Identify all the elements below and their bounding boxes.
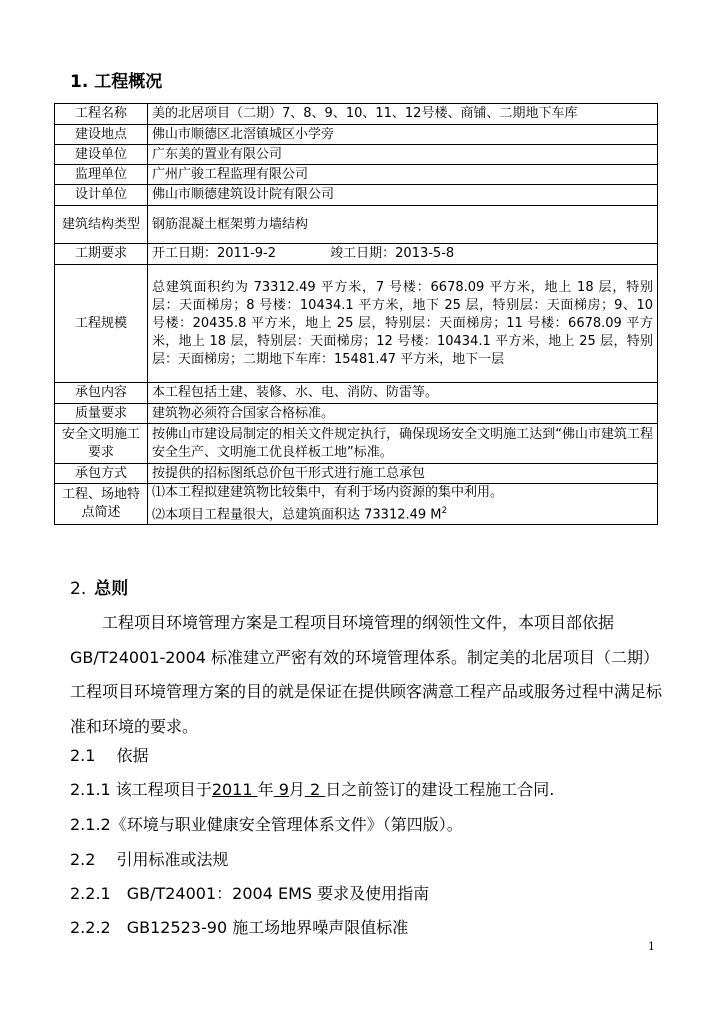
table-value: 广东美的置业有限公司	[148, 145, 658, 165]
table-key: 工期要求	[55, 244, 148, 265]
item-2-1-2: 2.1.2《环境与职业健康安全管理体系文件》（第四版）。	[70, 815, 463, 834]
table-value: 钢筋混凝土框架剪力墙结构	[148, 206, 658, 244]
table-row	[55, 206, 658, 244]
table-row	[55, 125, 658, 145]
table-key: 建设地点	[55, 125, 148, 145]
table-row	[55, 383, 658, 404]
table-value: 佛山市顺德区北滘镇城区小学旁	[148, 125, 658, 145]
table-row	[55, 265, 658, 383]
table-row	[55, 185, 658, 206]
table-row	[55, 424, 658, 464]
item-2-2: 2.2 引用标准或法规	[70, 850, 229, 869]
table-key: 监理单位	[55, 165, 148, 185]
section-2-heading: 2. 总则	[70, 579, 129, 599]
item-2-1: 2.1 依据	[70, 746, 149, 765]
table-key: 质量要求	[55, 404, 148, 424]
table-row	[55, 404, 658, 424]
table-row	[55, 244, 658, 265]
table-value: 按佛山市建设局制定的相关文件规定执行，确保现场安全文明施工达到“佛山市建筑工程安全生产、文明施工优良样板工地”标准。	[148, 424, 658, 464]
end-date: 竣工日期：2013-5-8	[330, 246, 455, 261]
table-row	[55, 464, 658, 484]
table-key: 设计单位	[55, 185, 148, 206]
feature-line-1: ⑴本工程拟建建筑物比较集中，有利于场内资源的集中利用。	[152, 485, 504, 500]
table-row	[55, 165, 658, 185]
table-key: 工程、场地特点简述	[55, 484, 148, 525]
table-value: 美的北居项目（二期）7、8、9、10、11、12号楼、商铺、二期地下车库	[148, 104, 658, 125]
table-row	[55, 145, 658, 165]
table-row	[55, 104, 658, 125]
table-key: 承包内容	[55, 383, 148, 404]
table-row	[55, 484, 658, 525]
table-key: 建设单位	[55, 145, 148, 165]
feature-line-2: ⑵本项目工程量很大，总建筑面积达 73312.49 $M^2$	[152, 506, 448, 523]
table-value: 广州广骏工程监理有限公司	[148, 165, 658, 185]
table-key: 安全文明施工要求	[55, 424, 148, 464]
table-value: 本工程包括土建、装修、水、电、消防、防雷等。	[148, 383, 658, 404]
table-key: 建筑结构类型	[55, 206, 148, 244]
table-value: 按提供的招标图纸总价包干形式进行施工总承包	[148, 464, 658, 484]
general-paragraph: 工程项目环境管理方案是工程项目环境管理的纲领性文件，本项目部依据GB/T24001-2004 标准建立严密有效的环境管理体系。制定美的北居项目（二期）工程项目环境管理方案的目的就是保证在提供顾客满意工程产品或服务过程中满足标准和环境的要求。	[70, 613, 663, 736]
table-key: 承包方式	[55, 464, 148, 484]
project-overview-table	[54, 103, 658, 525]
table-value: 佛山市顺德建筑设计院有限公司	[148, 185, 658, 206]
item-2-2-2: 2.2.2 GB12523-90 施工场地界噪声限值标准	[70, 918, 409, 937]
table-value: 总建筑面积约为 73312.49 平方米，7 号楼：6678.09 平方米，地上 18 层，特别层：天面梯房；8 号楼：10434.1 平方米，地下 25 层，特别层：天面梯房；9、10 号楼：20435.8 平方米，地上 25 层，特别层：天面梯房；11 号楼：6678.09 平方米，地上 18 层，特别层：天面梯房；12 号楼：10434.1 平方米，地上 25 层，特别层：天面梯房；二期地下车库：15481.47 平方米，地下一层	[148, 265, 658, 383]
table-value: 建筑物必须符合国家合格标准。	[148, 404, 658, 424]
page-number: 1	[648, 940, 655, 953]
table-key: 工程规模	[55, 265, 148, 383]
item-2-2-1: 2.2.1 GB/T24001：2004 EMS 要求及使用指南	[70, 884, 430, 903]
start-date: 开工日期：2011-9-2	[152, 246, 277, 261]
table-value	[148, 244, 658, 265]
item-2-1-1: 2.1.1 该工程项目于2011 年 9月 2 日之前签订的建设工程施工合同.	[70, 780, 555, 799]
table-value	[148, 484, 658, 525]
section-1-heading: 1. 工程概况	[70, 72, 163, 92]
table-key: 工程名称	[55, 104, 148, 125]
